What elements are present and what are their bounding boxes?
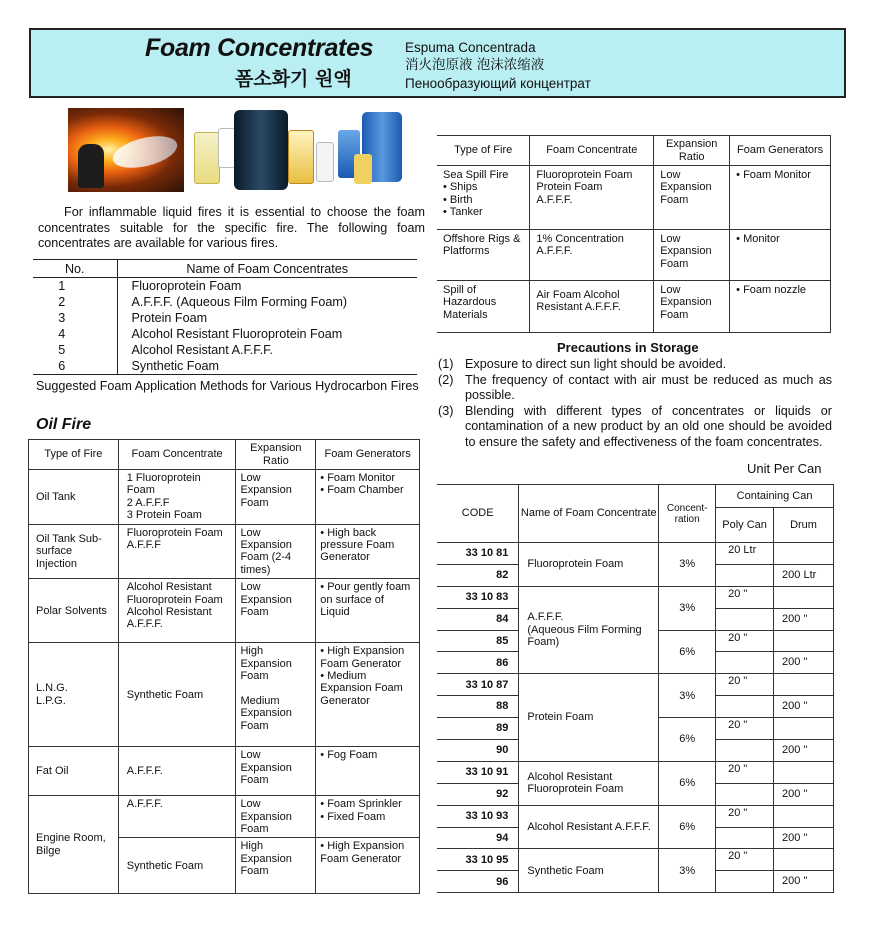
product-code: 90 <box>437 740 519 762</box>
name-header: Name of Foam Concentrate <box>519 485 659 543</box>
expansion-ratio: Low Expansion Foam <box>654 230 730 281</box>
concentration-value: 3% <box>659 849 716 893</box>
fire-type: Fat Oil <box>29 747 119 796</box>
foam-name: A.F.F.F. (Aqueous Film Forming Foam) <box>131 295 348 309</box>
poly-can-size <box>716 564 774 586</box>
drum-size <box>774 805 834 827</box>
oil-header-concentrate: Foam Concentrate <box>118 440 236 470</box>
fire-type: Engine Room, Bilge <box>29 796 119 894</box>
table-row <box>29 524 420 579</box>
drum-size <box>774 761 834 783</box>
concentration-value: 6% <box>659 630 716 674</box>
concentration-value: 3% <box>659 586 716 630</box>
product-code: 33 10 83 <box>437 586 519 608</box>
title-spanish: Espuma Concentrada <box>405 40 536 55</box>
containing-can-header: Containing Can <box>716 485 834 508</box>
product-code: 94 <box>437 827 519 849</box>
foam-concentrate: 1 Fluoroprotein Foam 2 A.F.F.F 3 Protein Foam <box>118 470 236 525</box>
foam-generators: • Foam Monitor • Foam Chamber <box>316 470 420 525</box>
expansion-ratio: High Expansion Foam Medium Expansion Foam <box>236 643 316 747</box>
poly-can-size <box>716 740 774 762</box>
foam-list-header-no: No. <box>33 260 117 278</box>
suggested-methods-caption: Suggested Foam Application Methods for Various Hydrocarbon Fires <box>36 379 419 393</box>
drum-size: 200 " <box>774 696 834 718</box>
sea-header-concentrate: Foam Concentrate <box>530 136 654 166</box>
product-code: 96 <box>437 871 519 893</box>
poly-can-yellow <box>194 132 220 184</box>
concentration-value: 6% <box>659 761 716 805</box>
sea-header-type: Type of Fire <box>437 136 530 166</box>
product-code: 82 <box>437 564 519 586</box>
poly-can-orange <box>288 130 314 184</box>
expansion-ratio: Low Expansion Foam <box>654 281 730 333</box>
foam-concentrate: Synthetic Foam <box>118 838 236 894</box>
concentration-value: 3% <box>659 543 716 587</box>
list-item <box>438 357 832 373</box>
table-row <box>437 166 831 230</box>
oil-header-expansion: Expansion Ratio <box>236 440 316 470</box>
table-row <box>437 761 834 783</box>
foam-name: Synthetic Foam <box>117 358 417 375</box>
foam-name: Protein Foam <box>131 311 208 325</box>
poly-can-tiny <box>354 154 372 184</box>
product-code: 33 10 93 <box>437 805 519 827</box>
foam-concentrate: A.F.F.F. <box>118 747 236 796</box>
poly-can-size: 20 " <box>716 718 774 740</box>
poly-can-size: 20 " <box>716 849 774 871</box>
table-row <box>33 326 417 342</box>
table-row <box>29 579 420 643</box>
foam-list-header-name: Name of Foam Concentrates <box>117 260 417 278</box>
poly-can-size: 20 " <box>716 761 774 783</box>
drum-size: 200 " <box>774 827 834 849</box>
table-row <box>437 543 834 565</box>
foam-concentrate: Synthetic Foam <box>118 643 236 747</box>
table-row <box>437 674 834 696</box>
foam-no: 5 <box>33 342 117 358</box>
item-text: Blending with different types of concentrates or liquids or contamination of a new product by an old one should be avoided to ensure the safety and effectiveness of the foam concentrates. <box>465 403 832 449</box>
foam-concentrate: A.F.F.F. <box>118 796 236 838</box>
product-code: 33 10 81 <box>437 543 519 565</box>
table-row <box>33 294 417 310</box>
table-row <box>33 278 417 295</box>
oil-header-type: Type of Fire <box>29 440 119 470</box>
poly-can-size: 20 " <box>716 586 774 608</box>
expansion-ratio: Low Expansion Foam <box>236 579 316 643</box>
expansion-ratio: Low Expansion Foam <box>236 747 316 796</box>
foam-concentrate: Alcohol Resistant Fluoroprotein Foam Alcohol Resistant A.F.F.F. <box>118 579 236 643</box>
oil-fire-table <box>28 439 420 894</box>
table-row <box>33 358 417 375</box>
page-title: Foam Concentrates <box>145 34 374 62</box>
foam-generators: • Monitor <box>730 230 831 281</box>
drum-header: Drum <box>774 508 834 543</box>
drum-size <box>774 718 834 740</box>
foam-spray <box>110 130 181 173</box>
item-text: Exposure to direct sun light should be avoided. <box>465 357 727 371</box>
item-text: The frequency of contact with air must be reduced as much as possible. <box>465 372 832 402</box>
concentration-value: 6% <box>659 718 716 762</box>
drum-size: 200 " <box>774 783 834 805</box>
foam-name: Alcohol Resistant Fluoroprotein Foam <box>131 327 343 341</box>
drum-size: 200 Ltr <box>774 564 834 586</box>
oil-fire-heading: Oil Fire <box>36 416 92 433</box>
drum-size: 200 " <box>774 740 834 762</box>
foam-concentrate: Fluoroprotein Foam Protein Foam A.F.F.F. <box>530 166 654 230</box>
poly-can-size: 20 " <box>716 674 774 696</box>
poly-can-size: 20 " <box>716 805 774 827</box>
poly-can-size: 20 Ltr <box>716 543 774 565</box>
firefighter-photo <box>68 108 184 192</box>
poly-can-size <box>716 696 774 718</box>
foam-no: 3 <box>33 310 117 326</box>
concentration-header: Concent-ration <box>659 485 716 543</box>
table-row <box>437 230 831 281</box>
product-code: 85 <box>437 630 519 652</box>
firefighter-figure <box>78 144 104 188</box>
foam-generators: • Foam nozzle <box>730 281 831 333</box>
product-code: 84 <box>437 608 519 630</box>
fire-type: Oil Tank Sub-surface Injection <box>29 524 119 579</box>
table-row <box>33 310 417 326</box>
product-code: 89 <box>437 718 519 740</box>
poly-can-size <box>716 652 774 674</box>
foam-generators: • High back pressure Foam Generator <box>316 524 420 579</box>
foam-no: 1 <box>33 278 117 295</box>
poly-can-small <box>316 142 334 182</box>
sea-header-generators: Foam Generators <box>730 136 831 166</box>
title-russian: Пенообразующий концентрат <box>405 76 591 91</box>
foam-name: Alcohol Resistant A.F.F.F. <box>131 343 273 357</box>
title-chinese: 消火泡原液 泡沫浓缩液 <box>405 57 545 73</box>
foam-generators: • Foam Sprinkler • Fixed Foam <box>316 796 420 838</box>
item-number: (1) <box>438 357 454 371</box>
foam-list-table <box>33 259 417 375</box>
foam-concentrate: Air Foam Alcohol Resistant A.F.F.F. <box>530 281 654 333</box>
item-number: (2) <box>438 372 454 387</box>
poly-can-size: 20 " <box>716 630 774 652</box>
poly-can-size <box>716 608 774 630</box>
product-code: 86 <box>437 652 519 674</box>
product-name: Synthetic Foam <box>519 849 659 893</box>
foam-no: 2 <box>33 294 117 310</box>
product-name: Fluoroprotein Foam <box>519 543 659 587</box>
list-item <box>438 373 832 404</box>
drum-size <box>774 849 834 871</box>
foam-name: Fluoroprotein Foam <box>131 279 242 293</box>
drum-size: 200 " <box>774 608 834 630</box>
foam-no: 4 <box>33 326 117 342</box>
product-code: 92 <box>437 783 519 805</box>
list-item <box>438 404 832 451</box>
title-banner <box>29 28 846 98</box>
fire-type: Spill of Hazardous Materials <box>437 281 530 333</box>
expansion-ratio: Low Expansion Foam <box>236 796 316 838</box>
table-row <box>29 643 420 747</box>
drum-size: 200 " <box>774 871 834 893</box>
fire-type: L.N.G. L.P.G. <box>29 643 119 747</box>
foam-concentrate: Fluoroprotein Foam A.F.F.F <box>118 524 236 579</box>
table-row <box>29 796 420 838</box>
drum-size <box>774 586 834 608</box>
expansion-ratio: Low Expansion Foam (2-4 times) <box>236 524 316 579</box>
foam-containers-photo <box>190 108 412 192</box>
table-row <box>437 805 834 827</box>
product-name: A.F.F.F. (Aqueous Film Forming Foam) <box>519 586 659 674</box>
product-code: 33 10 87 <box>437 674 519 696</box>
foam-concentrate: 1% Concentration A.F.F.F. <box>530 230 654 281</box>
precautions-heading: Precautions in Storage <box>557 340 699 355</box>
poly-can-size <box>716 827 774 849</box>
table-row <box>437 281 831 333</box>
poly-can-size <box>716 871 774 893</box>
foam-generators: • Pour gently foam on surface of Liquid <box>316 579 420 643</box>
expansion-ratio: Low Expansion Foam <box>654 166 730 230</box>
table-row <box>33 342 417 358</box>
foam-generators: • High Expansion Foam Generator <box>316 838 420 894</box>
poly-can-size <box>716 783 774 805</box>
table-row <box>29 470 420 525</box>
product-code: 88 <box>437 696 519 718</box>
drum-dark-blue <box>234 110 288 190</box>
poly-can-header: Poly Can <box>716 508 774 543</box>
product-code-table <box>437 484 834 893</box>
product-code: 33 10 91 <box>437 761 519 783</box>
drum-size: 200 " <box>774 652 834 674</box>
sea-fire-table <box>437 135 831 333</box>
precautions-list <box>438 357 832 450</box>
intro-paragraph: For inflammable liquid fires it is essential to choose the foam concentrates suitable for the specific fire. The following foam concentrates are available for various fires. <box>38 205 425 250</box>
fire-type: Offshore Rigs & Platforms <box>437 230 530 281</box>
sea-header-expansion: Expansion Ratio <box>654 136 730 166</box>
drum-size <box>774 674 834 696</box>
unit-note: Unit Per Can <box>747 461 822 476</box>
expansion-ratio: Low Expansion Foam <box>236 470 316 525</box>
fire-type: Polar Solvents <box>29 579 119 643</box>
code-header: CODE <box>437 485 519 543</box>
foam-generators: • Fog Foam <box>316 747 420 796</box>
foam-no: 6 <box>33 358 117 375</box>
drum-size <box>774 543 834 565</box>
product-name: Alcohol Resistant A.F.F.F. <box>519 805 659 849</box>
drum-size <box>774 630 834 652</box>
expansion-ratio: High Expansion Foam <box>236 838 316 894</box>
product-code: 33 10 95 <box>437 849 519 871</box>
foam-generators: • Foam Monitor <box>730 166 831 230</box>
oil-header-generators: Foam Generators <box>316 440 420 470</box>
concentration-value: 3% <box>659 674 716 718</box>
table-row <box>437 586 834 608</box>
item-number: (3) <box>438 403 454 418</box>
table-row <box>437 849 834 871</box>
fire-type: Oil Tank <box>29 470 119 525</box>
product-name: Protein Foam <box>519 674 659 762</box>
title-korean: 폼소화기 원액 <box>235 68 352 90</box>
product-name: Alcohol Resistant Fluoroprotein Foam <box>519 761 659 805</box>
fire-type: Sea Spill Fire • Ships • Birth • Tanker <box>437 166 530 230</box>
table-row <box>29 747 420 796</box>
foam-generators: • High Expansion Foam Generator • Medium Expansion Foam Generator <box>316 643 420 747</box>
concentration-value: 6% <box>659 805 716 849</box>
